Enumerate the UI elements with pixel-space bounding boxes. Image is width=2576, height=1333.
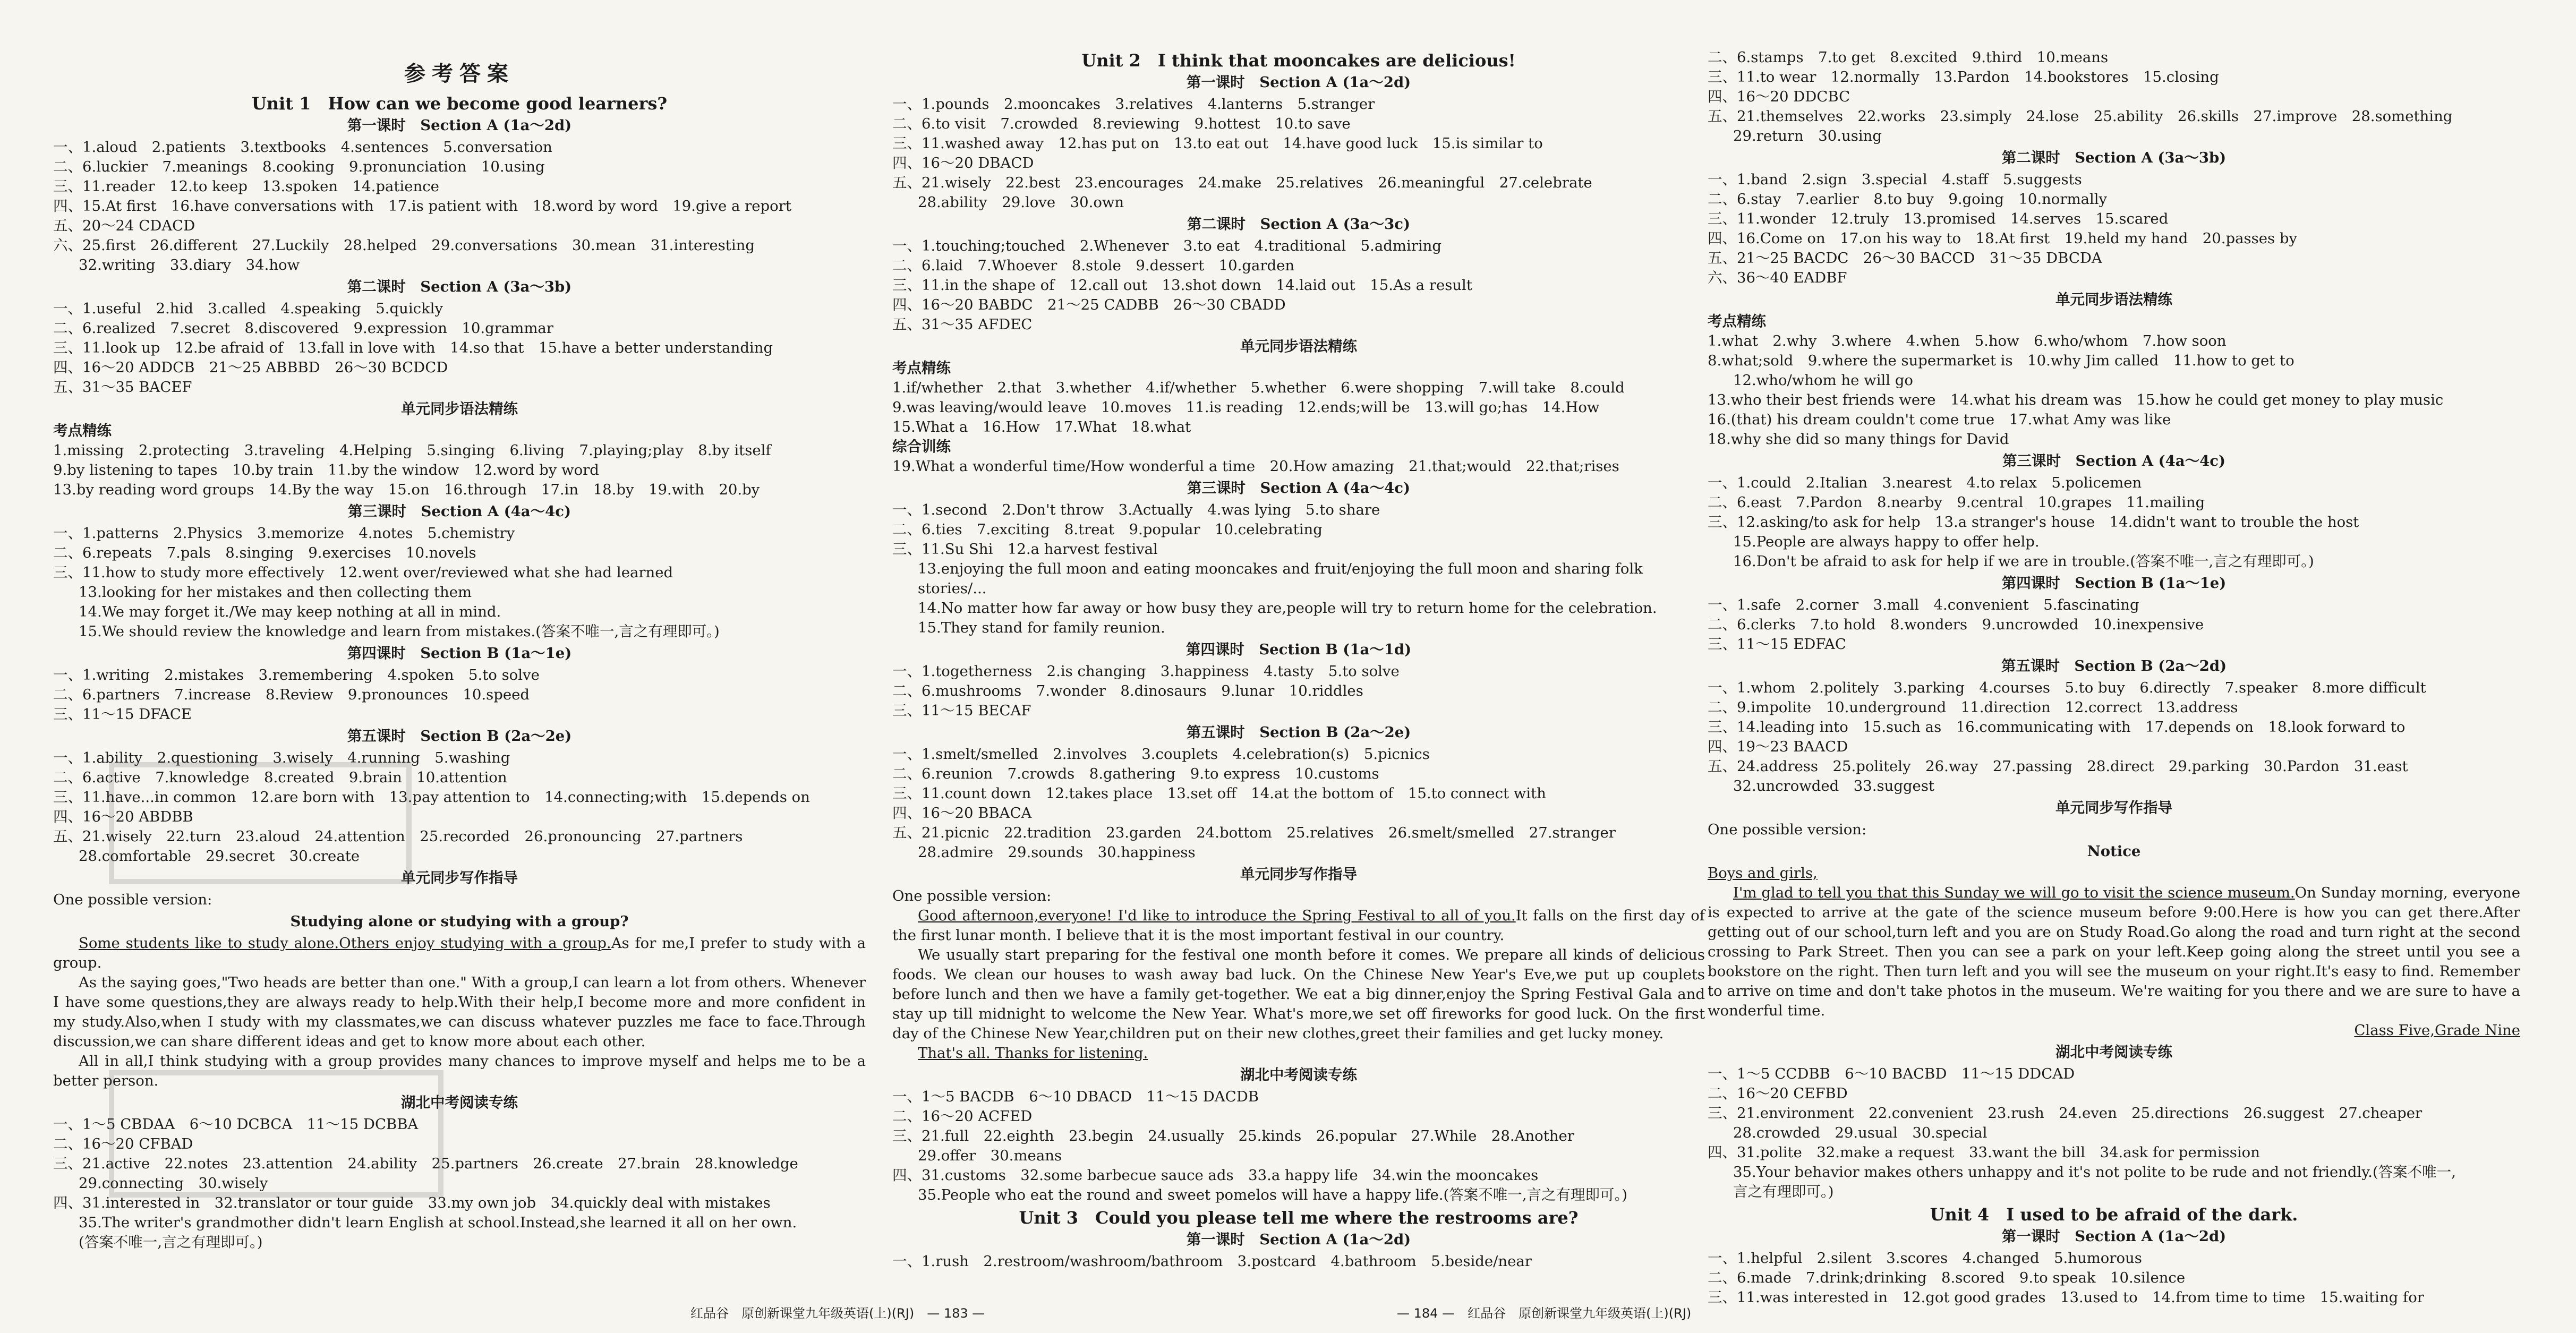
answer-line: 一、1.whom 2.politely 3.parking 4.courses 5.to buy 6.directly 7.speaker 8.more difficult <box>1708 679 2426 696</box>
answer-line: 二、6.made 7.drink;drinking 8.scored 9.to speak 10.silence <box>1708 1269 2186 1286</box>
answer-line: 一、1.helpful 2.silent 3.scores 4.changed 5.humorous <box>1708 1250 2142 1267</box>
answer-line: 一、1.patterns 2.Physics 3.memorize 4.notes 5.chemistry <box>53 525 515 542</box>
answer-line: 9.by listening to tapes 10.by train 11.by the window 12.word by word <box>53 462 599 478</box>
answer-line: 32.writing 33.diary 34.how <box>79 257 300 274</box>
answer-line: 二、6.partners 7.increase 8.Review 9.pronounces 10.speed <box>53 686 530 703</box>
answer-line: 三、11.washed away 12.has put on 13.to eat out 14.have good luck 15.is similar to <box>892 135 1543 152</box>
answer-line: 二、6.laid 7.Whoever 8.stole 9.dessert 10.garden <box>892 257 1295 274</box>
answer-line: 四、16～20 DBACD <box>892 155 1034 172</box>
sub-heading: 考点精练 <box>53 422 112 439</box>
section-heading: 湖北中考阅读专练 <box>2055 1044 2172 1061</box>
underlined-sentence: I'm glad to tell you that this Sunday we will go to visit the science museum. <box>1733 884 2295 901</box>
section-heading: 湖北中考阅读专练 <box>401 1094 518 1111</box>
answer-line: 35.The writer's grandmother didn't learn English at school.Instead,she learned it all on her own. <box>79 1214 797 1231</box>
answer-line: 五、21.themselves 22.works 23.simply 24.lose 25.ability 26.skills 27.improve 28.something <box>1708 108 2453 125</box>
essay-paragraph: Some students like to study alone.Others enjoy studying with a group.As for me,I prefer to study with a group. <box>53 935 866 971</box>
answer-line: 二、6.ties 7.exciting 8.treat 9.popular 10.celebrating <box>892 521 1323 538</box>
answer-line: 一、1.useful 2.hid 3.called 4.speaking 5.quickly <box>53 300 443 317</box>
section-heading: 第四课时 Section B (1a～1e) <box>2001 575 2227 592</box>
answer-line: 三、11～15 DFACE <box>53 706 192 723</box>
answer-line: 9.was leaving/would leave 10.moves 11.is reading 12.ends;will be 13.will go;has 14.How <box>892 399 1600 416</box>
answer-line: 一、1.safe 2.corner 3.mall 4.convenient 5.fascinating <box>1708 596 2139 613</box>
answer-line: 三、11.was interested in 12.got good grades 13.used to 14.from time to time 15.waiting for <box>1708 1289 2424 1306</box>
section-heading: 第二课时 Section A (3a～3b) <box>347 278 572 295</box>
answer-line: 三、21.active 22.notes 23.attention 24.ability 25.partners 26.create 27.brain 28.knowledge <box>53 1155 798 1172</box>
answer-line: 35.People who eat the round and sweet pomelos will have a happy life.(答案不唯一,言之有理即可。) <box>918 1186 1627 1203</box>
section-heading: 第五课时 Section B (2a～2e) <box>1186 724 1411 741</box>
answer-line: One possible version: <box>53 891 212 908</box>
answer-line: 一、1.band 2.sign 3.special 4.staff 5.suggests <box>1708 171 2082 188</box>
answer-line: 16.(that) his dream couldn't come true 17.what Amy was like <box>1708 411 2171 428</box>
sub-heading: 考点精练 <box>892 360 951 377</box>
answer-line: 三、21.environment 22.convenient 23.rush 24.even 25.directions 26.suggest 27.cheaper <box>1708 1105 2423 1122</box>
section-heading: 第三课时 Section A (4a～4c) <box>1187 480 1410 497</box>
section-heading: Studying alone or studying with a group? <box>290 913 629 930</box>
answer-line: 三、14.leading into 15.such as 16.communicating with 17.depends on 18.look forward to <box>1708 719 2406 736</box>
answer-line: 五、21.picnic 22.tradition 23.garden 24.bottom 25.relatives 26.smelt/smelled 27.stranger <box>892 824 1616 841</box>
answer-line: 五、21.wisely 22.turn 23.aloud 24.attention 25.recorded 26.pronouncing 27.partners <box>53 828 743 845</box>
answer-line: (答案不唯一,言之有理即可。) <box>79 1234 263 1251</box>
unit-heading: Unit 1 How can we become good learners? <box>251 93 668 114</box>
footer-right: — 184 — 红品谷 原创新课堂九年级英语(上)(RJ) <box>1397 1306 1692 1321</box>
answer-line: 一、1.ability 2.questioning 3.wisely 4.running 5.washing <box>53 749 510 766</box>
answer-line: 1.if/whether 2.that 3.whether 4.if/whether 5.whether 6.were shopping 7.will take 8.could <box>892 379 1625 396</box>
unit-heading: Unit 3 Could you please tell me where the restrooms are? <box>1019 1208 1579 1228</box>
section-heading: 单元同步语法精练 <box>2055 291 2172 308</box>
answer-line: 三、12.asking/to ask for help 13.a stranger's house 14.didn't want to trouble the host <box>1708 514 2359 531</box>
answer-line: 言之有理即可。) <box>1733 1183 1834 1200</box>
answer-line: 四、16～20 ABDBB <box>53 808 193 825</box>
answer-line: 13.looking for her mistakes and then collecting them <box>79 584 472 601</box>
essay-paragraph <box>892 1044 1705 1063</box>
answer-line: 五、24.address 25.politely 26.way 27.passing 28.direct 29.parking 30.Pardon 31.east <box>1708 758 2408 775</box>
answer-line: 一、1.pounds 2.mooncakes 3.relatives 4.lanterns 5.stranger <box>892 96 1375 113</box>
answer-line: 四、31.interested in 32.translator or tour guide 33.my own job 34.quickly deal with mistakes <box>53 1194 771 1211</box>
sub-heading: 考点精练 <box>1708 313 1766 330</box>
unit-heading: Unit 4 I used to be afraid of the dark. <box>1930 1204 2298 1225</box>
section-heading: 湖北中考阅读专练 <box>1240 1066 1357 1083</box>
answer-line: 13.by reading word groups 14.By the way 15.on 16.through 17.in 18.by 19.with 20.by <box>53 481 760 498</box>
middle-column <box>892 48 1705 1271</box>
answer-line: 一、1～5 CCDBB 6～10 BACBD 11～15 DDCAD <box>1708 1065 2075 1082</box>
answer-line: 四、16～20 BBACA <box>892 805 1032 822</box>
answer-line: One possible version: <box>892 887 1052 904</box>
answer-line: 16.Don't be afraid to ask for help if we are in trouble.(答案不唯一,言之有理即可。) <box>1733 553 2314 570</box>
answer-line: 一、1.second 2.Don't throw 3.Actually 4.was lying 5.to share <box>892 501 1380 518</box>
answer-line: 28.crowded 29.usual 30.special <box>1733 1124 1988 1141</box>
answer-line: 一、1～5 CBDAA 6～10 DCBCA 11～15 DCBBA <box>53 1116 419 1133</box>
answer-line: 五、31～35 BACEF <box>53 379 192 396</box>
answer-line: 四、31.polite 32.make a request 33.want the bill 34.ask for permission <box>1708 1144 2260 1161</box>
answer-line: 五、31～35 AFDEC <box>892 316 1033 333</box>
section-heading: 第二课时 Section A (3a～3c) <box>1187 216 1410 233</box>
answer-line: 1.what 2.why 3.where 4.when 5.how 6.who/whom 7.how soon <box>1708 332 2227 349</box>
section-heading: Notice <box>2087 843 2141 860</box>
underlined-sentence: Good afternoon,everyone! I'd like to introduce the Spring Festival to all of you. <box>918 907 1516 924</box>
answer-line: 二、6.luckier 7.meanings 8.cooking 9.pronunciation 10.using <box>53 158 545 175</box>
answer-line: 28.ability 29.love 30.own <box>918 194 1124 211</box>
answer-line: 二、6.mushrooms 7.wonder 8.dinosaurs 9.lunar 10.riddles <box>892 682 1363 699</box>
section-heading: 第一课时 Section A (1a～2d) <box>347 117 572 134</box>
answer-line: 19.What a wonderful time/How wonderful a time 20.How amazing 21.that;would 22.that;rises <box>892 458 1619 475</box>
answer-line: 二、16～20 CEFBD <box>1708 1085 1848 1102</box>
answer-line: Class Five,Grade Nine <box>2354 1022 2520 1039</box>
answer-line: 四、16～20 DDCBC <box>1708 88 1850 105</box>
answer-line: 28.comfortable 29.secret 30.create <box>79 848 360 865</box>
answer-line: 1.missing 2.protecting 3.traveling 4.Helping 5.singing 6.living 7.playing;play 8.by itself <box>53 442 771 459</box>
answer-line: 三、11.reader 12.to keep 13.spoken 14.patience <box>53 178 439 195</box>
answer-line: 三、11～15 BECAF <box>892 702 1031 719</box>
answer-line: 二、16～20 CFBAD <box>53 1135 193 1152</box>
answer-line: 14.We may forget it./We may keep nothing at all in mind. <box>79 603 501 620</box>
underlined-sentence: That's all. Thanks for listening. <box>918 1045 1148 1062</box>
answer-line: 三、11.wonder 12.truly 13.promised 14.serves 15.scared <box>1708 210 2169 227</box>
answer-line: 三、21.full 22.eighth 23.begin 24.usually 25.kinds 26.popular 27.While 28.Another <box>892 1127 1574 1144</box>
answer-line: 35.Your behavior makes others unhappy and it's not polite to be rude and not friendly.(答案不唯一, <box>1733 1164 2456 1181</box>
answer-line: 15.We should review the knowledge and learn from mistakes.(答案不唯一,言之有理即可。) <box>79 623 720 640</box>
section-heading: 第五课时 Section B (2a～2d) <box>2001 657 2227 674</box>
section-heading: 第一课时 Section A (1a～2d) <box>2001 1228 2227 1245</box>
answer-line: 三、11.in the shape of 12.call out 13.shot down 14.laid out 15.As a result <box>892 277 1472 294</box>
answer-line: 四、15.At first 16.have conversations with 17.is patient with 18.word by word 19.give a report <box>53 198 791 215</box>
section-heading: 第一课时 Section A (1a～2d) <box>1186 1231 1411 1248</box>
answer-line: 四、19～23 BAACD <box>1708 738 1848 755</box>
answer-line: 一、1.could 2.Italian 3.nearest 4.to relax 5.policemen <box>1708 474 2142 491</box>
answer-line: 12.who/whom he will go <box>1733 372 1913 389</box>
answer-line: 三、11.count down 12.takes place 13.set off 14.at the bottom of 15.to connect with <box>892 785 1546 802</box>
answer-line: 13.enjoying the full moon and eating mooncakes and fruit/enjoying the full moon and sharing folk stories/... <box>918 560 1648 597</box>
answer-line: 四、16～20 ADDCB 21～25 ABBBD 26～30 BCDCD <box>53 359 448 376</box>
answer-line: 13.who their best friends were 14.what his dream was 15.how he could get money to play music <box>1708 391 2444 408</box>
sub-heading: 综合训练 <box>892 438 951 455</box>
answer-line: 四、31.customs 32.some barbecue sauce ads 33.a happy life 34.win the mooncakes <box>892 1167 1539 1184</box>
section-heading: 第五课时 Section B (2a～2e) <box>347 728 572 745</box>
answer-line: 三、11.how to study more effectively 12.went over/reviewed what she had learned <box>53 564 673 581</box>
answer-line: 五、21～25 BACDC 26～30 BACCD 31～35 DBCDA <box>1708 250 2102 267</box>
answer-line: 六、36～40 EADBF <box>1708 269 1847 286</box>
essay-paragraph: We usually start preparing for the festival one month before it comes. We prepare all kinds of delicious foods. We clean our houses to wash away bad luck. On the Chinese New Year's Eve,we put up couplets before lunch and then we have a family get-together. We eat a big dinner,enjoy the Spring Festival Gala and stay up till midnight to welcome the New Year. What's more,we set off fireworks for good luck. On the first day of the Chinese New Year,children put on their new clothes,greet their families and get lucky money. <box>892 946 1705 1042</box>
page-title: 参考答案 <box>404 61 515 86</box>
answer-line: 二、16～20 ACFED <box>892 1108 1033 1125</box>
answer-line: 二、6.stamps 7.to get 8.excited 9.third 10.means <box>1708 49 2109 66</box>
essay-paragraph: Good afternoon,everyone! I'd like to introduce the Spring Festival to all of you.It falls on the first day of the first lunar month. I believe that it is the most important festival in our country. <box>892 907 1705 944</box>
section-heading: 第二课时 Section A (3a～3b) <box>2001 149 2227 166</box>
essay-paragraph: All in all,I think studying with a group provides many chances to improve myself and helps me to be a better person. <box>53 1053 866 1089</box>
answer-line: 29.offer 30.means <box>918 1147 1062 1164</box>
answer-line: 二、6.stay 7.earlier 8.to buy 9.going 10.normally <box>1708 191 2108 208</box>
answer-line: 29.return 30.using <box>1733 127 1882 144</box>
unit-heading: Unit 2 I think that mooncakes are delicious! <box>1081 50 1516 71</box>
answer-line: 二、9.impolite 10.underground 11.direction 12.correct 13.address <box>1708 699 2238 716</box>
section-heading: 单元同步写作指导 <box>401 869 518 886</box>
answer-line: 二、6.clerks 7.to hold 8.wonders 9.uncrowded 10.inexpensive <box>1708 616 2204 633</box>
section-heading: 第三课时 Section A (4a～4c) <box>348 503 571 520</box>
answer-line: 一、1.touching;touched 2.Whenever 3.to eat 4.traditional 5.admiring <box>892 237 1441 254</box>
answer-line: 六、25.first 26.different 27.Luckily 28.helped 29.conversations 30.mean 31.interesting <box>53 237 755 254</box>
answer-line: 15.They stand for family reunion. <box>918 619 1165 636</box>
answer-line: 二、6.to visit 7.crowded 8.reviewing 9.hottest 10.to save <box>892 115 1351 132</box>
answer-line: 18.why she did so many things for David <box>1708 431 2009 448</box>
answer-line: 二、6.east 7.Pardon 8.nearby 9.central 10.grapes 11.mailing <box>1708 494 2205 511</box>
essay-paragraph: I'm glad to tell you that this Sunday we will go to visit the science museum.On Sunday morning, everyone is expected to arrive at the gate of the science museum before 9:00.Here is how you can get there.After getting out of our school,turn left and you are on Study Road.Go along the road and turn right at the second crossing to Park Street. Then you can see a park on your left.Keep going along the street until you see a bookstore on the right. Then turn left and you will see the museum on your right.It's easy to find. Remember to arrive on time and don't take photos in the museum. We're waiting for you there and we are sure to have a wonderful time. <box>1708 884 2520 1019</box>
answer-line: 一、1.rush 2.restroom/washroom/bathroom 3.postcard 4.bathroom 5.beside/near <box>892 1253 1532 1270</box>
answer-line: 三、11.look up 12.be afraid of 13.fall in love with 14.so that 15.have a better understanding <box>53 339 773 356</box>
answer-line: 一、1.smelt/smelled 2.involves 3.couplets 4.celebration(s) 5.picnics <box>892 746 1430 763</box>
essay-paragraph: As the saying goes,"Two heads are better than one." With a group,I can learn a lot from others. Whenever I have some questions,they are always ready to help.With their help,I become more and more confident in my study.Also,when I study with my classmates,we can discuss whatever puzzles me face to face.Through discussion,we can share different ideas and get to know more about each other. <box>53 974 866 1050</box>
answer-line: 15.What a 16.How 17.What 18.what <box>892 418 1191 435</box>
answer-line: 二、6.repeats 7.pals 8.singing 9.exercises 10.novels <box>53 544 476 561</box>
answer-line: One possible version: <box>1708 821 1867 838</box>
section-heading: 第三课时 Section A (4a～4c) <box>2002 452 2225 469</box>
footer-left: 红品谷 原创新课堂九年级英语(上)(RJ) — 183 — <box>690 1306 985 1321</box>
section-heading: 第一课时 Section A (1a～2d) <box>1186 74 1411 91</box>
section-heading: 单元同步写作指导 <box>2055 799 2172 816</box>
answer-line: 29.connecting 30.wisely <box>79 1175 268 1192</box>
answer-line: 8.what;sold 9.where the supermarket is 10.why Jim called 11.how to get to <box>1708 352 2294 369</box>
answer-line: 二、6.active 7.knowledge 8.created 9.brain 10.attention <box>53 769 507 786</box>
answer-line: 一、1.aloud 2.patients 3.textbooks 4.sentences 5.conversation <box>53 139 552 156</box>
underlined-sentence: Some students like to study alone.Others enjoy studying with a group. <box>79 935 611 952</box>
section-heading: 单元同步语法精练 <box>1240 338 1357 355</box>
answer-line: 28.admire 29.sounds 30.happiness <box>918 844 1196 861</box>
answer-line: 14.No matter how far away or how busy they are,people will try to return home for the celebration. <box>918 600 1657 617</box>
answer-line: 三、11.have...in common 12.are born with 13.pay attention to 14.connecting;with 15.depends on <box>53 789 810 806</box>
answer-line: 一、1～5 BACDB 6～10 DBACD 11～15 DACDB <box>892 1088 1259 1105</box>
section-heading: 单元同步语法精练 <box>401 400 518 417</box>
answer-line: 四、16.Come on 17.on his way to 18.At first 19.held my hand 20.passes by <box>1708 230 2298 247</box>
answer-line: 15.People are always happy to offer help. <box>1733 533 2040 550</box>
answer-line: 三、11.to wear 12.normally 13.Pardon 14.bookstores 15.closing <box>1708 69 2219 86</box>
right-column <box>1708 48 2520 1308</box>
answer-line: 五、21.wisely 22.best 23.encourages 24.make 25.relatives 26.meaningful 27.celebrate <box>892 174 1592 191</box>
watermark-logo <box>90 744 462 1221</box>
answer-line: 三、11.Su Shi 12.a harvest festival <box>892 541 1158 558</box>
answer-line: 五、20～24 CDACD <box>53 217 195 234</box>
answer-line: 三、11～15 EDFAC <box>1708 636 1846 653</box>
section-heading: 第四课时 Section B (1a～1d) <box>1185 641 1412 658</box>
answer-line: 32.uncrowded 33.suggest <box>1733 777 1934 794</box>
answer-line: 四、16～20 BABDC 21～25 CADBB 26～30 CBADD <box>892 296 1286 313</box>
answer-line: Boys and girls, <box>1708 865 1818 882</box>
section-heading: 第四课时 Section B (1a～1e) <box>347 645 572 662</box>
answer-line: 二、6.realized 7.secret 8.discovered 9.expression 10.grammar <box>53 320 553 337</box>
section-heading: 单元同步写作指导 <box>1240 866 1357 883</box>
answer-line: 一、1.writing 2.mistakes 3.remembering 4.spoken 5.to solve <box>53 666 540 683</box>
answer-line: 一、1.togetherness 2.is changing 3.happiness 4.tasty 5.to solve <box>892 663 1400 680</box>
answer-line: 二、6.reunion 7.crowds 8.gathering 9.to express 10.customs <box>892 765 1379 782</box>
